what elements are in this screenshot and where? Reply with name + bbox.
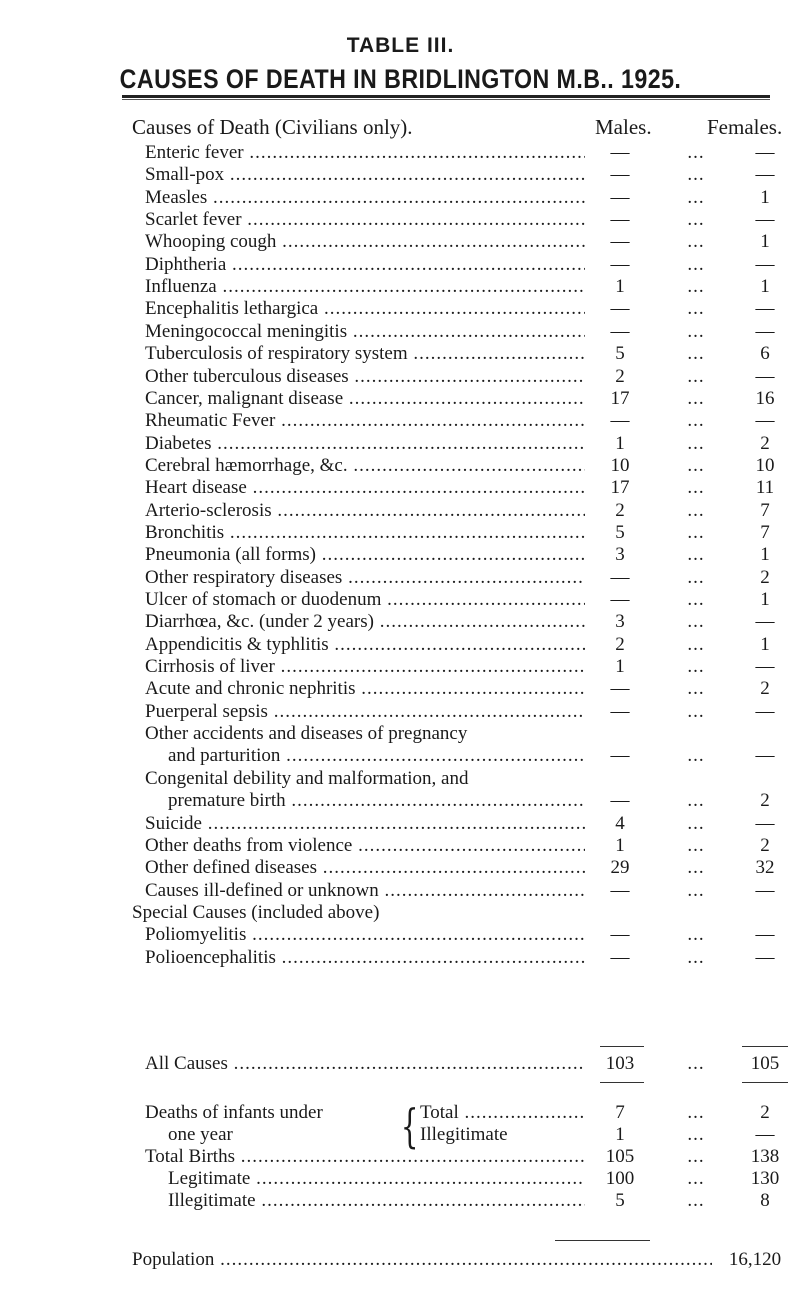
row-label: Diphtheria ..... bbox=[145, 254, 585, 276]
row-males: 2 bbox=[615, 365, 625, 387]
ditto-mark: ... bbox=[687, 700, 705, 722]
sum-line-males-bottom bbox=[600, 1082, 644, 1083]
ditto-mark: ... bbox=[687, 231, 705, 253]
row-label: Enteric fever ..... bbox=[145, 142, 585, 164]
row-label: Puerperal sepsis ..... bbox=[145, 701, 585, 723]
ditto-mark: ... bbox=[687, 276, 705, 298]
row-females: 1 bbox=[760, 231, 770, 253]
ditto-mark: ... bbox=[687, 790, 705, 812]
ditto-mark: ... bbox=[687, 857, 705, 879]
ditto-mark: ... bbox=[687, 365, 705, 387]
table-row bbox=[0, 634, 801, 656]
row-males: 2 bbox=[615, 633, 625, 655]
row-label: Scarlet fever ..... bbox=[145, 209, 585, 231]
row-females: — bbox=[755, 142, 775, 163]
row-females: — bbox=[755, 745, 775, 767]
infants-label-1: Deaths of infants under bbox=[145, 1102, 323, 1123]
row-females: — bbox=[755, 656, 775, 678]
row-males: 5 bbox=[615, 521, 625, 543]
ditto-mark: ... bbox=[687, 521, 705, 543]
births-label: Illegitimate ..... bbox=[168, 1190, 585, 1212]
row-label: Poliomyelitis ..... bbox=[145, 924, 585, 946]
ditto-mark: ... bbox=[687, 186, 705, 208]
table-row bbox=[0, 477, 801, 499]
population-rule bbox=[555, 1240, 650, 1241]
column-header-males: Males. bbox=[595, 115, 652, 139]
sum-line-females bbox=[742, 1046, 788, 1047]
row-males: 17 bbox=[610, 477, 630, 499]
ditto-mark: ... bbox=[687, 1124, 705, 1145]
brace-icon: { bbox=[400, 1099, 419, 1153]
ditto-mark: ... bbox=[687, 1146, 705, 1167]
row-label: Cancer, malignant disease ..... bbox=[145, 388, 585, 410]
row-label: Whooping cough ..... bbox=[145, 231, 585, 253]
births-females: 138 bbox=[750, 1146, 780, 1167]
row-males: 4 bbox=[615, 812, 625, 834]
table-row bbox=[0, 209, 801, 231]
row-females: 7 bbox=[760, 499, 770, 521]
ditto-mark: ... bbox=[687, 633, 705, 655]
row-females: — bbox=[755, 946, 775, 968]
row-females: 2 bbox=[760, 432, 770, 454]
row-females: 2 bbox=[760, 790, 770, 812]
row-females: — bbox=[755, 320, 775, 342]
row-females: 1 bbox=[760, 186, 770, 208]
row-males: 3 bbox=[615, 544, 625, 566]
row-females: — bbox=[755, 700, 775, 722]
table-row bbox=[0, 656, 801, 678]
ditto-mark: ... bbox=[687, 432, 705, 454]
infants-illegitimate-females: — bbox=[755, 1124, 775, 1145]
row-label: and parturition ..... bbox=[168, 745, 585, 767]
row-label: Influenza ..... bbox=[145, 276, 585, 298]
column-header-females: Females. bbox=[707, 115, 783, 139]
table-row bbox=[0, 701, 801, 723]
title-rule bbox=[122, 95, 770, 98]
births-label: Total Births ..... bbox=[145, 1146, 585, 1168]
ditto-mark: ... bbox=[687, 678, 705, 700]
row-females: — bbox=[755, 253, 775, 275]
ditto-mark: ... bbox=[687, 209, 705, 231]
births-row bbox=[0, 1146, 801, 1168]
row-females: 10 bbox=[755, 454, 775, 476]
row-males: 10 bbox=[610, 454, 630, 476]
ditto-mark: ... bbox=[687, 253, 705, 275]
ditto-mark: ... bbox=[687, 566, 705, 588]
table-row bbox=[0, 924, 801, 946]
row-females: — bbox=[755, 924, 775, 946]
ditto-mark: ... bbox=[687, 477, 705, 499]
row-females: — bbox=[755, 365, 775, 387]
table-row bbox=[0, 388, 801, 410]
row-label: Encephalitis lethargica ..... bbox=[145, 298, 585, 320]
table-row bbox=[0, 410, 801, 432]
infants-illegitimate-row bbox=[0, 1124, 801, 1146]
table-row bbox=[0, 947, 801, 969]
infants-illegitimate-label: Illegitimate bbox=[420, 1124, 508, 1145]
row-label: Cirrhosis of liver ..... bbox=[145, 656, 585, 678]
table-row bbox=[0, 366, 801, 388]
table-row bbox=[0, 522, 801, 544]
row-males: 2 bbox=[615, 499, 625, 521]
table-row bbox=[0, 678, 801, 700]
row-males: — bbox=[610, 253, 630, 275]
row-females: 11 bbox=[755, 477, 775, 499]
row-males: — bbox=[610, 209, 630, 231]
ditto-mark: ... bbox=[687, 410, 705, 432]
row-males: 1 bbox=[615, 432, 625, 454]
ditto-mark: ... bbox=[687, 611, 705, 633]
table-row bbox=[0, 298, 801, 320]
table-row bbox=[0, 857, 801, 879]
title-rule-thin bbox=[122, 99, 770, 100]
ditto-mark: ... bbox=[687, 924, 705, 946]
row-males: 1 bbox=[615, 276, 625, 298]
births-row bbox=[0, 1168, 801, 1190]
table-number: TABLE III. bbox=[346, 34, 455, 57]
row-females: 2 bbox=[760, 678, 770, 700]
row-males: — bbox=[610, 164, 630, 186]
births-males: 100 bbox=[605, 1168, 635, 1189]
table-row bbox=[0, 589, 801, 611]
population-label: Population ..... bbox=[132, 1249, 712, 1271]
row-label: Tuberculosis of respiratory system ..... bbox=[145, 343, 585, 365]
row-label: Special Causes (included above) bbox=[132, 901, 380, 923]
table-row bbox=[0, 142, 801, 164]
row-females: 32 bbox=[755, 857, 775, 879]
page-title: CAUSES OF DEATH IN BRIDLINGTON M.B.. 1925. bbox=[119, 64, 682, 94]
row-males: 17 bbox=[610, 387, 630, 409]
row-label: Suicide ..... bbox=[145, 813, 585, 835]
table-row bbox=[0, 723, 801, 745]
row-males: — bbox=[610, 589, 630, 610]
ditto-mark: ... bbox=[687, 544, 705, 566]
row-females: — bbox=[755, 879, 775, 901]
ditto-mark: ... bbox=[687, 1168, 705, 1189]
births-females: 8 bbox=[760, 1190, 770, 1211]
table-row bbox=[0, 343, 801, 365]
row-males: — bbox=[610, 790, 630, 812]
row-label: premature birth ..... bbox=[168, 790, 585, 812]
row-label: Heart disease ..... bbox=[145, 477, 585, 499]
row-males: — bbox=[610, 142, 630, 163]
table-row bbox=[0, 276, 801, 298]
births-row bbox=[0, 1190, 801, 1212]
births-females: 130 bbox=[750, 1168, 780, 1189]
row-females: 2 bbox=[760, 566, 770, 588]
ditto-mark: ... bbox=[687, 1053, 705, 1074]
table-row bbox=[0, 567, 801, 589]
row-males: — bbox=[610, 186, 630, 208]
infants-label-2: one year bbox=[168, 1124, 233, 1145]
ditto-mark: ... bbox=[687, 142, 705, 163]
table-row bbox=[0, 611, 801, 633]
row-label: Other tuberculous diseases ..... bbox=[145, 366, 585, 388]
row-males: — bbox=[610, 745, 630, 767]
row-females: — bbox=[755, 298, 775, 320]
ditto-mark: ... bbox=[687, 499, 705, 521]
births-males: 105 bbox=[605, 1146, 635, 1167]
row-males: — bbox=[610, 320, 630, 342]
row-males: 1 bbox=[615, 656, 625, 678]
ditto-mark: ... bbox=[687, 320, 705, 342]
row-label: Acute and chronic nephritis ..... bbox=[145, 678, 585, 700]
row-label: Bronchitis ..... bbox=[145, 522, 585, 544]
row-males: 3 bbox=[615, 611, 625, 633]
row-label: Other respiratory diseases ..... bbox=[145, 567, 585, 589]
ditto-mark: ... bbox=[687, 589, 705, 610]
row-label: Arterio-sclerosis ..... bbox=[145, 500, 585, 522]
infants-total-males: 7 bbox=[615, 1102, 625, 1123]
all-causes-males: 103 bbox=[605, 1053, 635, 1074]
ditto-mark: ... bbox=[687, 656, 705, 678]
row-females: — bbox=[755, 611, 775, 633]
row-females: 1 bbox=[760, 276, 770, 298]
ditto-mark: ... bbox=[687, 745, 705, 767]
births-label: Legitimate ..... bbox=[168, 1168, 585, 1190]
row-females: — bbox=[755, 164, 775, 186]
row-males: — bbox=[610, 298, 630, 320]
row-males: — bbox=[610, 678, 630, 700]
all-causes-females: 105 bbox=[750, 1053, 780, 1074]
ditto-mark: ... bbox=[687, 879, 705, 901]
row-label: Polioencephalitis ..... bbox=[145, 947, 585, 969]
all-causes-row bbox=[0, 1053, 801, 1075]
ditto-mark: ... bbox=[687, 298, 705, 320]
row-females: 16 bbox=[755, 387, 775, 409]
row-label: Other deaths from violence ..... bbox=[145, 835, 585, 857]
sum-line-males bbox=[600, 1046, 644, 1047]
row-label: Appendicitis & typhlitis ..... bbox=[145, 634, 585, 656]
row-males: — bbox=[610, 410, 630, 432]
population-value: 16,120 bbox=[728, 1249, 782, 1270]
infants-total-label: Total ..... bbox=[420, 1102, 585, 1124]
row-label: Cerebral hæmorrhage, &c. ..... bbox=[145, 455, 585, 477]
table-row bbox=[0, 880, 801, 902]
table-row bbox=[0, 813, 801, 835]
table-row bbox=[0, 433, 801, 455]
row-females: — bbox=[755, 410, 775, 432]
row-label: Diarrhœa, &c. (under 2 years) ..... bbox=[145, 611, 585, 633]
ditto-mark: ... bbox=[687, 812, 705, 834]
row-females: 7 bbox=[760, 521, 770, 543]
row-label: Rheumatic Fever ..... bbox=[145, 410, 585, 432]
row-label: Other defined diseases ..... bbox=[145, 857, 585, 879]
infants-illegitimate-males: 1 bbox=[615, 1124, 625, 1145]
row-females: 1 bbox=[760, 544, 770, 566]
table-row bbox=[0, 321, 801, 343]
ditto-mark: ... bbox=[687, 834, 705, 856]
ditto-mark: ... bbox=[687, 387, 705, 409]
table-row bbox=[0, 254, 801, 276]
row-label: Congenital debility and malformation, and bbox=[145, 767, 469, 789]
table-row bbox=[0, 500, 801, 522]
sum-line-females-bottom bbox=[742, 1082, 788, 1083]
table-row bbox=[0, 544, 801, 566]
infants-total-row bbox=[0, 1102, 801, 1124]
row-label: Meningococcal meningitis ..... bbox=[145, 321, 585, 343]
row-label: Causes ill-defined or unknown ..... bbox=[145, 880, 585, 902]
row-females: 1 bbox=[760, 589, 770, 610]
row-females: — bbox=[755, 812, 775, 834]
ditto-mark: ... bbox=[687, 1190, 705, 1211]
table-row bbox=[0, 768, 801, 790]
row-label: Other accidents and diseases of pregnancy bbox=[145, 723, 468, 745]
row-females: 1 bbox=[760, 633, 770, 655]
row-males: 5 bbox=[615, 343, 625, 365]
ditto-mark: ... bbox=[687, 454, 705, 476]
row-males: — bbox=[610, 924, 630, 946]
births-males: 5 bbox=[615, 1190, 625, 1211]
table-row bbox=[0, 745, 801, 767]
row-males: — bbox=[610, 879, 630, 901]
table-row bbox=[0, 187, 801, 209]
ditto-mark: ... bbox=[687, 164, 705, 186]
row-males: — bbox=[610, 700, 630, 722]
row-males: 1 bbox=[615, 834, 625, 856]
ditto-mark: ... bbox=[687, 1102, 705, 1123]
row-label: Ulcer of stomach or duodenum ..... bbox=[145, 589, 585, 611]
table-row bbox=[0, 835, 801, 857]
table-row bbox=[0, 231, 801, 253]
row-label: Small-pox ..... bbox=[145, 164, 585, 186]
all-causes-label: All Causes ..... bbox=[145, 1053, 585, 1075]
row-label: Diabetes ..... bbox=[145, 433, 585, 455]
row-females: 2 bbox=[760, 834, 770, 856]
ditto-mark: ... bbox=[687, 946, 705, 968]
table-row bbox=[0, 164, 801, 186]
row-label: Measles ..... bbox=[145, 187, 585, 209]
ditto-mark: ... bbox=[687, 343, 705, 365]
table-row bbox=[0, 455, 801, 477]
column-header-causes: Causes of Death (Civilians only). bbox=[132, 115, 413, 139]
table-row bbox=[0, 902, 801, 924]
row-males: — bbox=[610, 231, 630, 253]
infants-total-females: 2 bbox=[760, 1102, 770, 1123]
population-row bbox=[0, 1249, 801, 1271]
row-males: — bbox=[610, 566, 630, 588]
row-females: 6 bbox=[760, 343, 770, 365]
row-males: 29 bbox=[610, 857, 630, 879]
row-label: Pneumonia (all forms) ..... bbox=[145, 544, 585, 566]
row-males: — bbox=[610, 946, 630, 968]
row-females: — bbox=[755, 209, 775, 231]
table-row bbox=[0, 790, 801, 812]
